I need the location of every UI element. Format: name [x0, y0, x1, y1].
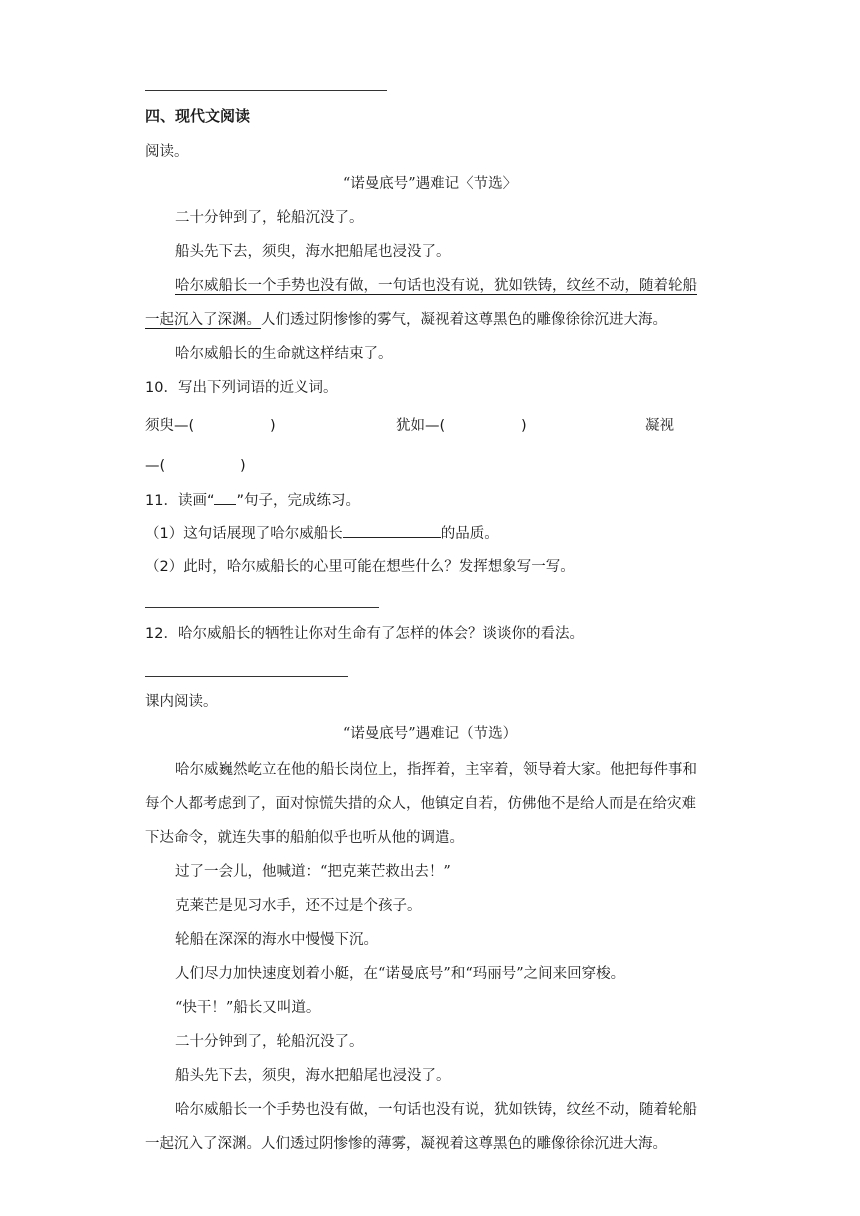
- q10-word-1: 须臾—(: [145, 418, 195, 434]
- section-heading: 四、现代文阅读: [145, 107, 251, 125]
- q11-sub-1-start: （1）这句话展现了哈尔威船长: [145, 526, 343, 542]
- reading2-line: 下达命令，就连失事的船舶似乎也听从他的调遣。: [145, 830, 464, 846]
- question-12-stem: 12．哈尔威船长的牺牲让你对生命有了怎样的体会？谈谈你的看法。: [145, 626, 584, 642]
- reading2-title: “诺曼底号”遇难记（节选）: [342, 726, 518, 742]
- reading1-paragraph-rest: 人们透过阴惨惨的雾气，凝视着这尊黑色的雕像徐徐沉进大海。: [261, 312, 667, 328]
- q11-stem-end: ”句子，完成练习。: [236, 493, 360, 509]
- answer-line[interactable]: [145, 607, 379, 608]
- q11-answer-blank[interactable]: [343, 523, 441, 538]
- reading2-line: 克莱芒是见习水手，还不过是个孩子。: [175, 898, 422, 914]
- q11-stem-start: 11．读画“: [145, 493, 215, 509]
- reading2-line: 哈尔威船长一个手势也没有做，一句话也没有说，犹如铁铸，纹丝不动，随着轮船: [175, 1102, 697, 1118]
- question-10-stem: 10．写出下列词语的近义词。: [145, 380, 338, 396]
- reading2-line: 船头先下去，须臾，海水把船尾也浸没了。: [175, 1068, 451, 1084]
- reading1-title: “诺曼底号”遇难记〈节选〉: [342, 176, 518, 192]
- question-11-stem: [145, 490, 360, 511]
- reading2-line: 人们尽力加快速度划着小艇，在“诺曼底号”和“玛丽号”之间来回穿梭。: [175, 966, 626, 982]
- q10-word-3-paren: —(: [145, 458, 166, 474]
- reading1-underlined-sentence-end: 一起沉入了深渊。: [145, 312, 261, 328]
- reading2-line: 每个人都考虑到了，面对惊慌失措的众人，他镇定自若，仿佛他不是给人而是在给灾难: [145, 796, 696, 812]
- reading1-paragraph: [145, 310, 667, 330]
- q10-close-paren: ): [240, 458, 246, 474]
- reading2-line: 二十分钟到了，轮船沉没了。: [175, 1034, 364, 1050]
- answer-line[interactable]: [145, 676, 348, 677]
- reading1-intro: 阅读。: [145, 144, 189, 160]
- q10-close-paren: ): [270, 418, 276, 434]
- q11-sub-2: （2）此时，哈尔威船长的心里可能在想些什么？发挥想象写一写。: [145, 559, 575, 575]
- q11-sub-1-end: 的品质。: [440, 526, 499, 542]
- reading2-line: 过了一会儿，他喊道：“把克莱芒救出去！”: [175, 864, 451, 880]
- reading2-line: 哈尔威巍然屹立在他的船长岗位上，指挥着，主宰着，领导着大家。他把每件事和: [175, 762, 697, 778]
- reading2-line: “快干！”船长又叫道。: [175, 1000, 321, 1016]
- reading1-underlined-sentence: 哈尔威船长一个手势也没有做，一句话也没有说，犹如铁铸，纹丝不动，随着轮船: [175, 278, 697, 294]
- q10-close-paren: ): [521, 418, 527, 434]
- reading2-line: 轮船在深深的海水中慢慢下沉。: [175, 932, 378, 948]
- q10-word-3: 凝视: [645, 418, 674, 434]
- reading1-paragraph: 哈尔威船长的生命就这样结束了。: [175, 346, 393, 362]
- reading1-paragraph: 二十分钟到了，轮船沉没了。: [175, 210, 364, 226]
- q10-word-2: 犹如—(: [396, 418, 446, 434]
- q11-sub-1: [145, 523, 499, 544]
- reading2-intro: 课内阅读。: [145, 694, 218, 710]
- reading2-line: 一起沉入了深渊。人们透过阴惨惨的薄雾，凝视着这尊黑色的雕像徐徐沉进大海。: [145, 1136, 667, 1152]
- q11-underline-sample: [214, 490, 236, 505]
- answer-line-top: [145, 90, 387, 91]
- reading1-paragraph: 船头先下去，须臾，海水把船尾也浸没了。: [175, 244, 451, 260]
